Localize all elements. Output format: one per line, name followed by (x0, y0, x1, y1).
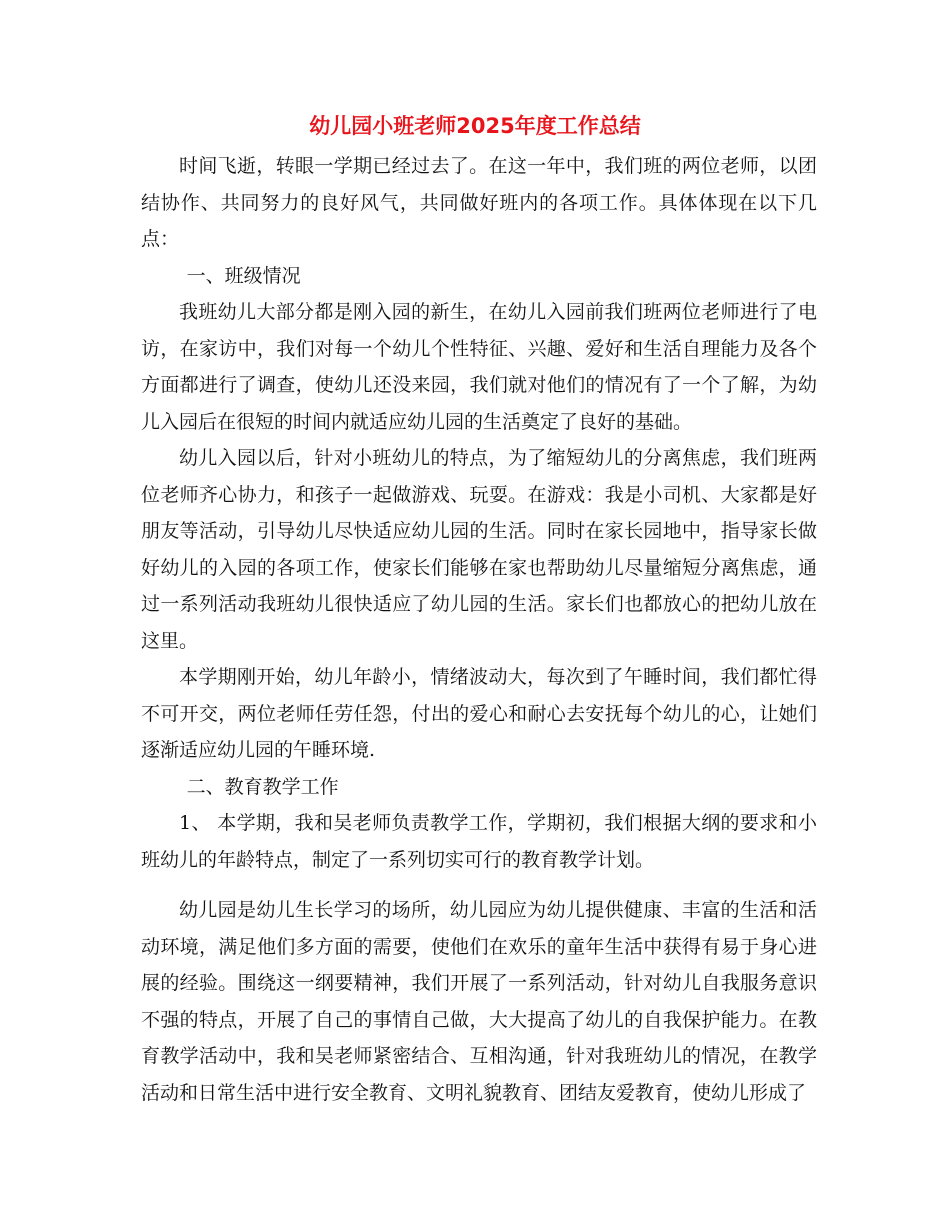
document-title: 幼儿园小班老师2025年度工作总结 (309, 114, 641, 138)
paragraph-class-situation-1: 我班幼儿大部分都是刚入园的新生，在幼儿入园前我们班两位老师进行了电访，在家访中，我们对每一个幼儿个性特征、兴趣、爱好和生活自理能力及各个方面都进行了调查，使幼儿还没来园，我们就对他们的情况有了一个了解，为幼儿入园后在很短的时间内就适应幼儿园的生活奠定了良好的基础。 (141, 301, 817, 433)
section-heading-class-situation: 一、班级情况 (186, 264, 301, 287)
paragraph-intro: 时间飞逝，转眼一学期已经过去了。在这一年中，我们班的两位老师，以团结协作、共同努力的良好风气，共同做好班内的各项工作。具体体现在以下几点： (141, 155, 817, 250)
paragraph-class-situation-2: 幼儿入园以后，针对小班幼儿的特点，为了缩短幼儿的分离焦虑，我们班两位老师齐心协力，和孩子一起做游戏、玩耍。在游戏：我是小司机、大家都是好朋友等活动，引导幼儿尽快适应幼儿园的生活。同时在家长园地中，指导家长做好幼儿的入园的各项工作，使家长们能够在家也帮助幼儿尽量缩短分离焦虑，通过一系列活动我班幼儿很快适应了幼儿园的生活。家长们也都放心的把幼儿放在这里。 (141, 447, 817, 652)
paragraph-teaching-2: 幼儿园是幼儿生长学习的场所，幼儿园应为幼儿提供健康、丰富的生活和活动环境，满足他们多方面的需要，使他们在欢乐的童年生活中获得有易于身心进展的经验。围绕这一纲要精神，我们开展了一系列活动，针对幼儿自我服务意识不强的特点，开展了自己的事情自己做，大大提高了幼儿的自我保护能力。在教育教学活动中，我和吴老师紧密结合、互相沟通，针对我班幼儿的情况，在教学活动和日常生活中进行安全教育、文明礼貌教育、团结友爱教育，使幼儿形成了 (141, 899, 817, 1104)
paragraph-class-situation-3: 本学期刚开始，幼儿年龄小，情绪波动大，每次到了午睡时间，我们都忙得不可开交，两位老师任劳任怨，付出的爱心和耐心去安抚每个幼儿的心，让她们逐渐适应幼儿园的午睡环境. (141, 666, 817, 761)
document-body (141, 148, 817, 1111)
paragraph-teaching-1: 1、 本学期，我和吴老师负责教学工作，学期初，我们根据大纲的要求和小班幼儿的年龄特点，制定了一系列切实可行的教育教学计划。 (141, 812, 817, 871)
section-heading-teaching-work: 二、教育教学工作 (186, 775, 339, 798)
